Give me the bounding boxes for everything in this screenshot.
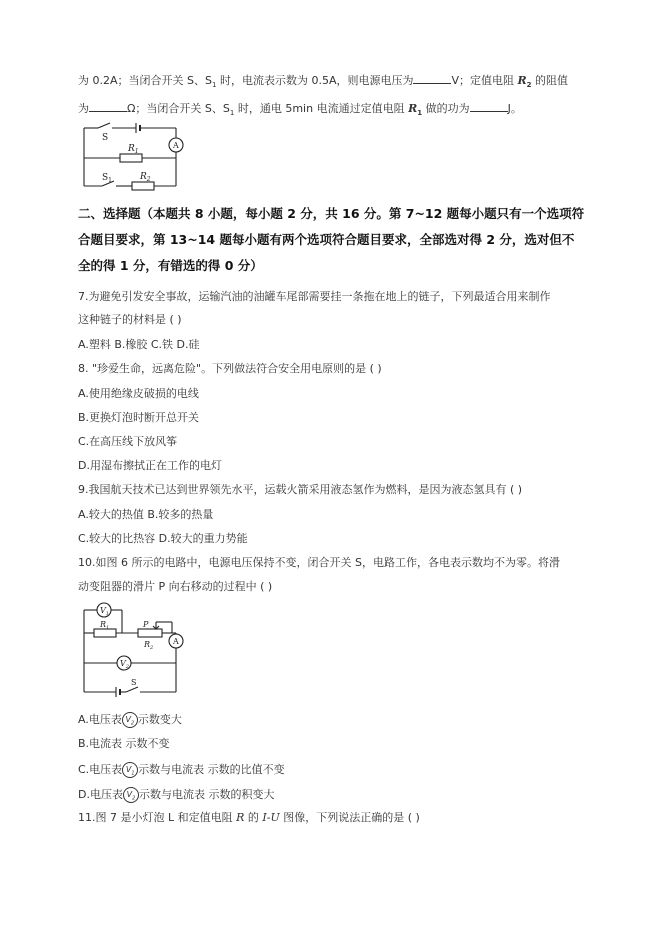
q6-text: 时，通电 5min 电流通过定值电阻	[234, 102, 409, 115]
q6-text: 的阻值	[531, 74, 569, 87]
label-r2: $R_2$	[140, 172, 151, 183]
label-s: S	[131, 678, 137, 687]
q10-option-b: B.电流表 示数不变	[78, 737, 170, 750]
q7-stem-line2: 这种链子的材料是 ( )	[78, 313, 182, 326]
section2-line3: 全的得 1 分，有错选的得 0 分）	[78, 258, 263, 273]
option-text: 示数变大	[137, 713, 182, 726]
option-text: A.电压表	[78, 713, 122, 726]
q6-text: J。	[507, 102, 522, 115]
subscript: 1	[417, 109, 423, 118]
resistor-r1	[120, 154, 142, 162]
option-text: 示数与电流表 示数的比值不变	[138, 763, 285, 776]
switch-s-blade	[98, 123, 110, 128]
section2-line2: 合题目要求，第 13~14 题每小题有两个选项符合题目要求，全部选对得 2 分，选对但不	[78, 232, 575, 247]
q10-stem-line1: 10.如图 6 所示的电路中，电源电压保持不变，闭合开关 S，电路工作，各电表示数均不为零。将滑	[78, 556, 560, 569]
answer-blank-voltage[interactable]	[413, 72, 451, 84]
q8-option-b: B.更换灯泡时断开总开关	[78, 411, 200, 424]
q6-text: 做的功为	[422, 102, 470, 115]
subscript: 2	[526, 81, 532, 90]
resistor-r1	[94, 629, 116, 637]
r-symbol: R	[236, 811, 245, 824]
label-r1: $R_1$	[128, 144, 139, 155]
voltmeter-v2-icon: $V_2$	[122, 712, 138, 728]
q6-text: 为 0.2A；当闭合开关 S、S	[78, 74, 212, 87]
option-text: D.电压表	[78, 788, 123, 801]
q6-text: 为	[78, 102, 89, 115]
resistor-r2	[132, 182, 154, 190]
r2-symbol: R	[517, 74, 527, 87]
q6-line2	[78, 100, 522, 120]
q8-option-a: A.使用绝缘皮破损的电线	[78, 387, 199, 400]
label-v1: $V_1$	[100, 606, 109, 617]
label-r1: $R_1$	[100, 620, 110, 631]
q8-option-d: D.用湿布擦拭正在工作的电灯	[78, 459, 222, 472]
label-s: S	[102, 133, 109, 143]
q7-stem-line1: 7.为避免引发安全事故，运输汽油的油罐车尾部需要挂一条拖在地上的链子，下列最适合用来制作	[78, 290, 551, 303]
q8-stem: 8. "珍爱生命，远离危险"。下列做法符合安全用电原则的是 ( )	[78, 362, 382, 375]
q6-text: V；定值电阻	[451, 74, 518, 87]
section2-line1: 二、选择题（本题共 8 小题，每小题 2 分，共 16 分。第 7~12 题每小题只有一个选项符	[78, 206, 585, 221]
label-s1: $S_1$	[102, 173, 112, 184]
r1-symbol: R	[408, 102, 418, 115]
q9-options-cd: C.较大的比热容 D.较大的重力势能	[78, 532, 248, 545]
q9-options-ab: A.较大的热值 B.较多的热量	[78, 508, 214, 521]
q10-option-c	[78, 762, 285, 778]
rheostat-r2	[138, 629, 162, 637]
subscript: 1	[211, 81, 217, 90]
iu-symbol: I-U	[262, 811, 280, 824]
q6-text: 时，电流表示数为 0.5A，则电源电压为	[216, 74, 414, 87]
answer-blank-resistance[interactable]	[89, 100, 127, 112]
q10-circuit-diagram	[80, 600, 190, 700]
q11-stem	[78, 811, 420, 825]
answer-blank-work[interactable]	[470, 100, 508, 112]
label-a: A	[173, 637, 179, 646]
q11-text: 图像，下列说法正确的是 ( )	[279, 811, 420, 824]
q10-stem-line2: 动变阻器的滑片 P 向右移动的过程中 ( )	[78, 580, 273, 593]
option-text: 示数与电流表 示数的积变大	[138, 788, 275, 801]
switch-s-blade	[126, 687, 138, 692]
voltmeter-v2-icon: $V_2$	[123, 787, 139, 803]
q11-text: 11.图 7 是小灯泡 L 和定值电阻	[78, 811, 237, 824]
label-r2: $R_2$	[144, 640, 154, 651]
q10-option-a	[78, 712, 182, 728]
q10-option-d	[78, 787, 274, 803]
q8-option-c: C.在高压线下放风筝	[78, 435, 178, 448]
q6-text: Ω；当闭合开关 S、S	[127, 102, 230, 115]
subscript: 1	[229, 109, 235, 118]
label-p: P	[143, 620, 149, 629]
q6-line1	[78, 72, 568, 92]
voltmeter-v1-icon: $V_1$	[122, 762, 138, 778]
label-v2: $V_2$	[120, 659, 129, 670]
q6-circuit-diagram	[80, 120, 190, 192]
label-a: A	[173, 141, 179, 150]
option-text: C.电压表	[78, 763, 123, 776]
q11-text: 的	[244, 811, 263, 824]
q9-stem: 9.我国航天技术已达到世界领先水平，运载火箭采用液态氢作为燃料，是因为液态氢具有 ( )	[78, 483, 523, 496]
q7-options: A.塑料 B.橡胶 C.铁 D.硅	[78, 338, 200, 351]
